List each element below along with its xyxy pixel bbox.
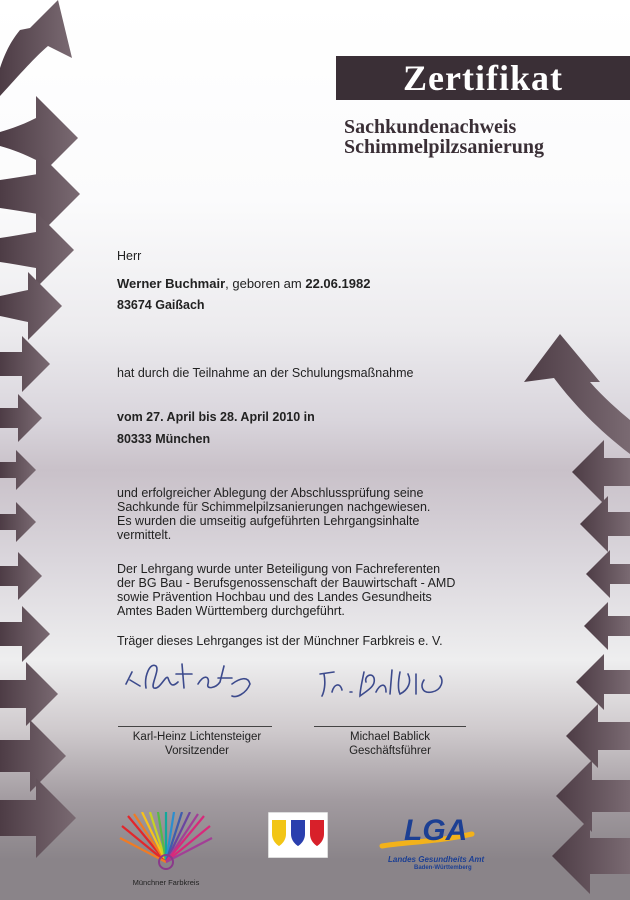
- arrow-right-icon: [0, 212, 74, 288]
- arrow-right-icon: [0, 336, 50, 392]
- born-label: , geboren am: [225, 276, 306, 291]
- lga-line-1: Landes Gesundheits Amt: [388, 855, 485, 864]
- signatory-role: Vorsitzender: [165, 745, 229, 757]
- arrow-right-icon: [0, 450, 36, 490]
- recipient-address: 83674 Gaißach: [117, 298, 205, 312]
- course-dates: vom 27. April bis 28. April 2010 in: [117, 410, 315, 424]
- body-p1-line: Sachkunde für Schimmelpilzsanierungen nachgewiesen.: [117, 500, 431, 514]
- sponsor-text: Träger dieses Lehrganges ist der Münchner Farbkreis e. V.: [117, 634, 443, 648]
- signatory-right: [312, 730, 468, 758]
- lga-line-2: Baden-Württemberg: [414, 865, 472, 871]
- body-p1-line: Es wurden die umseitig aufgeführten Lehrgangsinhalte: [117, 514, 420, 528]
- arrow-right-icon: [0, 394, 42, 442]
- arrow-right-icon: [0, 720, 66, 792]
- farbkreis-logo: [118, 812, 214, 887]
- recipient-line: [117, 276, 370, 291]
- signature-lichtensteiger: [120, 654, 260, 700]
- signature-line-left: [118, 726, 272, 727]
- farbkreis-label: Münchner Farbkreis: [132, 878, 200, 887]
- signature-bablick: [316, 658, 456, 704]
- lga-mark-icon: [376, 812, 496, 850]
- birth-date: 22.06.1982: [305, 276, 371, 291]
- signatory-left: [112, 730, 282, 758]
- arrow-right-icon: [0, 272, 62, 340]
- shield-colors-logo: [268, 812, 328, 858]
- subtitle-line-2: Schimmelpilzsanierung: [344, 136, 545, 158]
- body-p2-line: sowie Prävention Hochbau und des Landes Gesundheits: [117, 590, 432, 604]
- signatory-name: Karl-Heinz Lichtensteiger: [132, 731, 262, 743]
- certificate-title: Zertifikat: [336, 56, 630, 100]
- arrow-right-icon: [0, 502, 36, 542]
- recipient-name: Werner Buchmair: [117, 276, 226, 291]
- farbkreis-fan-icon: [118, 812, 214, 872]
- body-p2-line: Amtes Baden Württemberg durchgeführt.: [117, 604, 345, 618]
- left-arrows: [0, 0, 80, 858]
- course-location: 80333 München: [117, 432, 211, 446]
- arrow-right-icon: [0, 552, 42, 600]
- signature-line-right: [314, 726, 466, 727]
- arrow-up-icon: [0, 0, 72, 96]
- arrow-right-icon: [0, 778, 76, 858]
- signatory-name: Michael Bablick: [350, 731, 430, 743]
- body-p2-line: Der Lehrgang wurde unter Beteiligung von Fachreferenten: [117, 562, 441, 576]
- subtitle-line-1: Sachkundenachweis: [344, 116, 517, 138]
- arrow-left-icon: [566, 704, 630, 768]
- right-arrows: [524, 334, 630, 894]
- arrow-up-icon: [524, 334, 630, 454]
- lga-logo: [376, 812, 496, 872]
- signatory-role: Geschäftsführer: [349, 745, 431, 757]
- arrow-left-icon: [572, 440, 630, 504]
- participation-text: hat durch die Teilnahme an der Schulungsmaßnahme: [117, 366, 414, 380]
- arrow-right-icon: [0, 662, 58, 726]
- body-p1-line: und erfolgreicher Ablegung der Abschlussprüfung seine: [117, 486, 424, 500]
- lga-mark-text: LGA: [404, 814, 468, 847]
- arrow-left-icon: [584, 602, 630, 650]
- arrow-left-icon: [556, 760, 630, 832]
- arrow-left-icon: [576, 654, 630, 710]
- arrow-right-icon: [0, 606, 50, 662]
- salutation: Herr: [117, 249, 142, 263]
- arrow-left-icon: [580, 496, 630, 552]
- arrow-left-icon: [586, 550, 630, 598]
- body-p2-line: der BG Bau - Berufsgenossenschaft der Bauwirtschaft - AMD: [117, 576, 456, 590]
- body-p1-line: vermittelt.: [117, 528, 172, 542]
